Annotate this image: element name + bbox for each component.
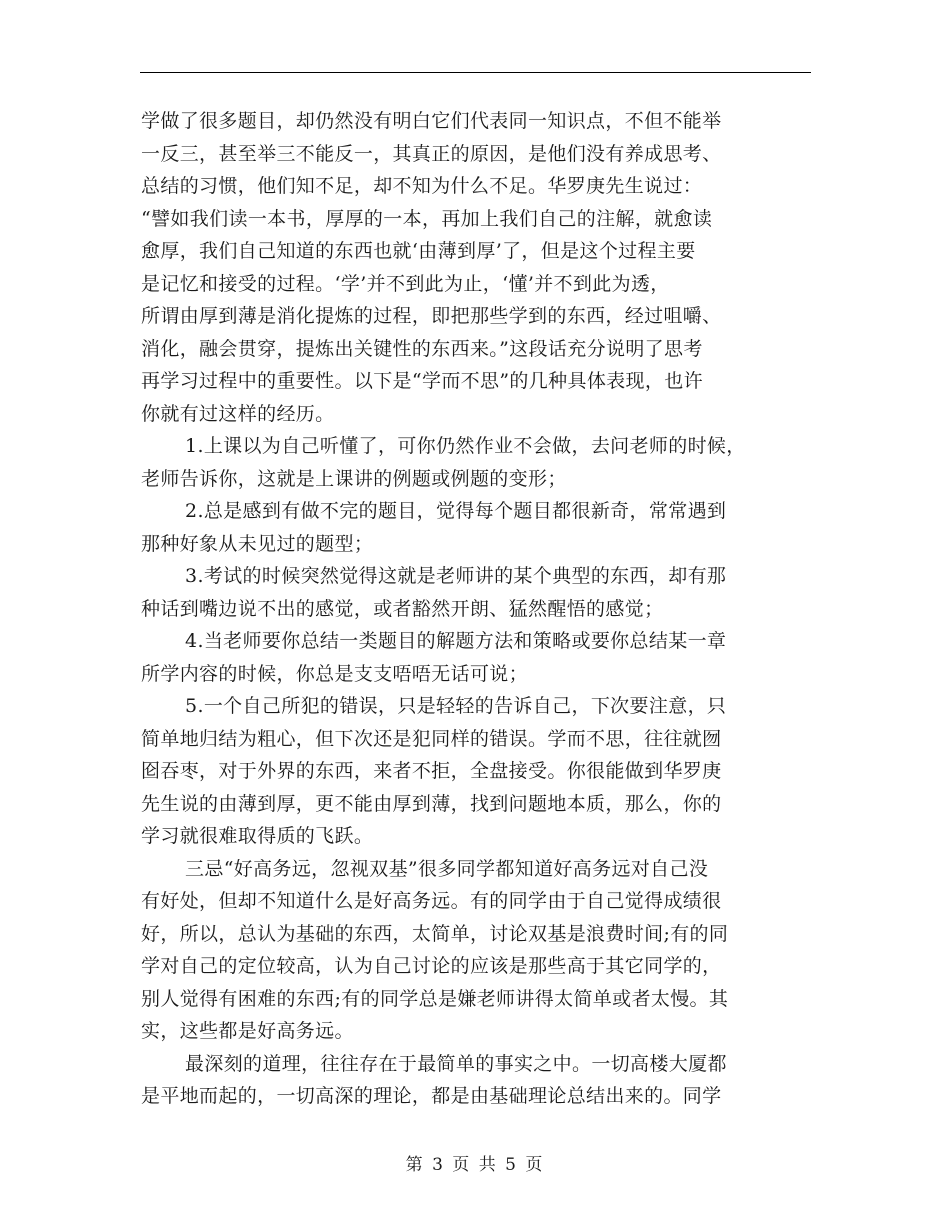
page-body xyxy=(141,105,813,1113)
text-line: 囵吞枣，对于外界的东西，来者不拒，全盘接受。你很能做到华罗庚 xyxy=(141,760,722,782)
text-line: 总结的习惯，他们知不足，却不知为什么不足。华罗庚先生说过： xyxy=(141,175,703,197)
header-rule xyxy=(140,72,811,73)
text-line: 愈厚，我们自己知道的东西也就‘由薄到厚’了，但是这个过程主要 xyxy=(141,240,696,262)
text-line: 学对自己的定位较高，认为自己讨论的应该是那些高于其它同学的， xyxy=(141,955,722,977)
text-line: 种话到嘴边说不出的感觉，或者豁然开朗、猛然醒悟的感觉； xyxy=(141,597,664,620)
text-line: 4.当老师要你总结一类题目的解题方法和策略或要你总结某一章 xyxy=(185,630,727,652)
text-line: 好，所以，总认为基础的东西，太简单，讨论双基是浪费时间;有的同 xyxy=(141,922,729,945)
text-line: 先生说的由薄到厚，更不能由厚到薄，找到问题地本质，那么，你的 xyxy=(141,792,722,815)
text-line: 简单地归结为粗心，但下次还是犯同样的错误。学而不思，往往就囫 xyxy=(141,727,722,750)
text-line: 有好处，但却不知道什么是好高务远。有的同学由于自己觉得成绩很 xyxy=(141,890,722,912)
text-line: 所学内容的时候，你总是支支唔唔无话可说； xyxy=(141,662,529,685)
text-line: 一反三，甚至举三不能反一，其真正的原因，是他们没有养成思考、 xyxy=(141,142,722,165)
text-line: 别人觉得有困难的东西;有的同学总是嫌老师讲得太简单或者太慢。其 xyxy=(141,987,729,1010)
text-line: 消化，融会贯穿，提炼出关键性的东西来。”这段话充分说明了思考 xyxy=(141,337,703,360)
text-line: 实，这些都是好高务远。 xyxy=(141,1020,354,1042)
text-line: 5.一个自己所犯的错误，只是轻轻的告诉自己，下次要注意，只 xyxy=(185,695,727,717)
text-line: 你就有过这样的经历。 xyxy=(141,402,335,425)
text-line: 是平地而起的，一切高深的理论，都是由基础理论总结出来的。同学 xyxy=(141,1085,722,1107)
text-line: 1.上课以为自己听懂了，可你仍然作业不会做，去问老师的时候， xyxy=(185,435,746,457)
text-line: 老师告诉你，这就是上课讲的例题或例题的变形； xyxy=(141,467,567,490)
text-line: “譬如我们读一本书，厚厚的一本，再加上我们自己的注解，就愈读 xyxy=(141,207,713,230)
text-line: 学做了很多题目，却仍然没有明白它们代表同一知识点，不但不能举 xyxy=(141,110,722,132)
page-footer: 第 3 页 共 5 页 xyxy=(405,1155,545,1175)
text-line: 是记忆和接受的过程。‘学’并不到此为止，‘懂’并不到此为透， xyxy=(141,272,670,295)
text-line: 最深刻的道理，往往存在于最简单的事实之中。一切高楼大厦都 xyxy=(185,1052,727,1075)
text-line: 所谓由厚到薄是消化提炼的过程，即把那些学到的东西，经过咀嚼、 xyxy=(141,305,722,327)
text-line: 学习就很难取得质的飞跃。 xyxy=(141,825,374,847)
text-line: 2.总是感到有做不完的题目，觉得每个题目都很新奇，常常遇到 xyxy=(185,500,727,522)
text-line: 那种好象从未见过的题型； xyxy=(141,532,374,555)
text-line: 3.考试的时候突然觉得这就是老师讲的某个典型的东西，却有那 xyxy=(185,565,727,587)
text-line: 三忌“好高务远，忽视双基”很多同学都知道好高务远对自己没 xyxy=(185,857,709,880)
text-line: 再学习过程中的重要性。以下是“学而不思”的几种具体表现，也许 xyxy=(141,370,703,392)
